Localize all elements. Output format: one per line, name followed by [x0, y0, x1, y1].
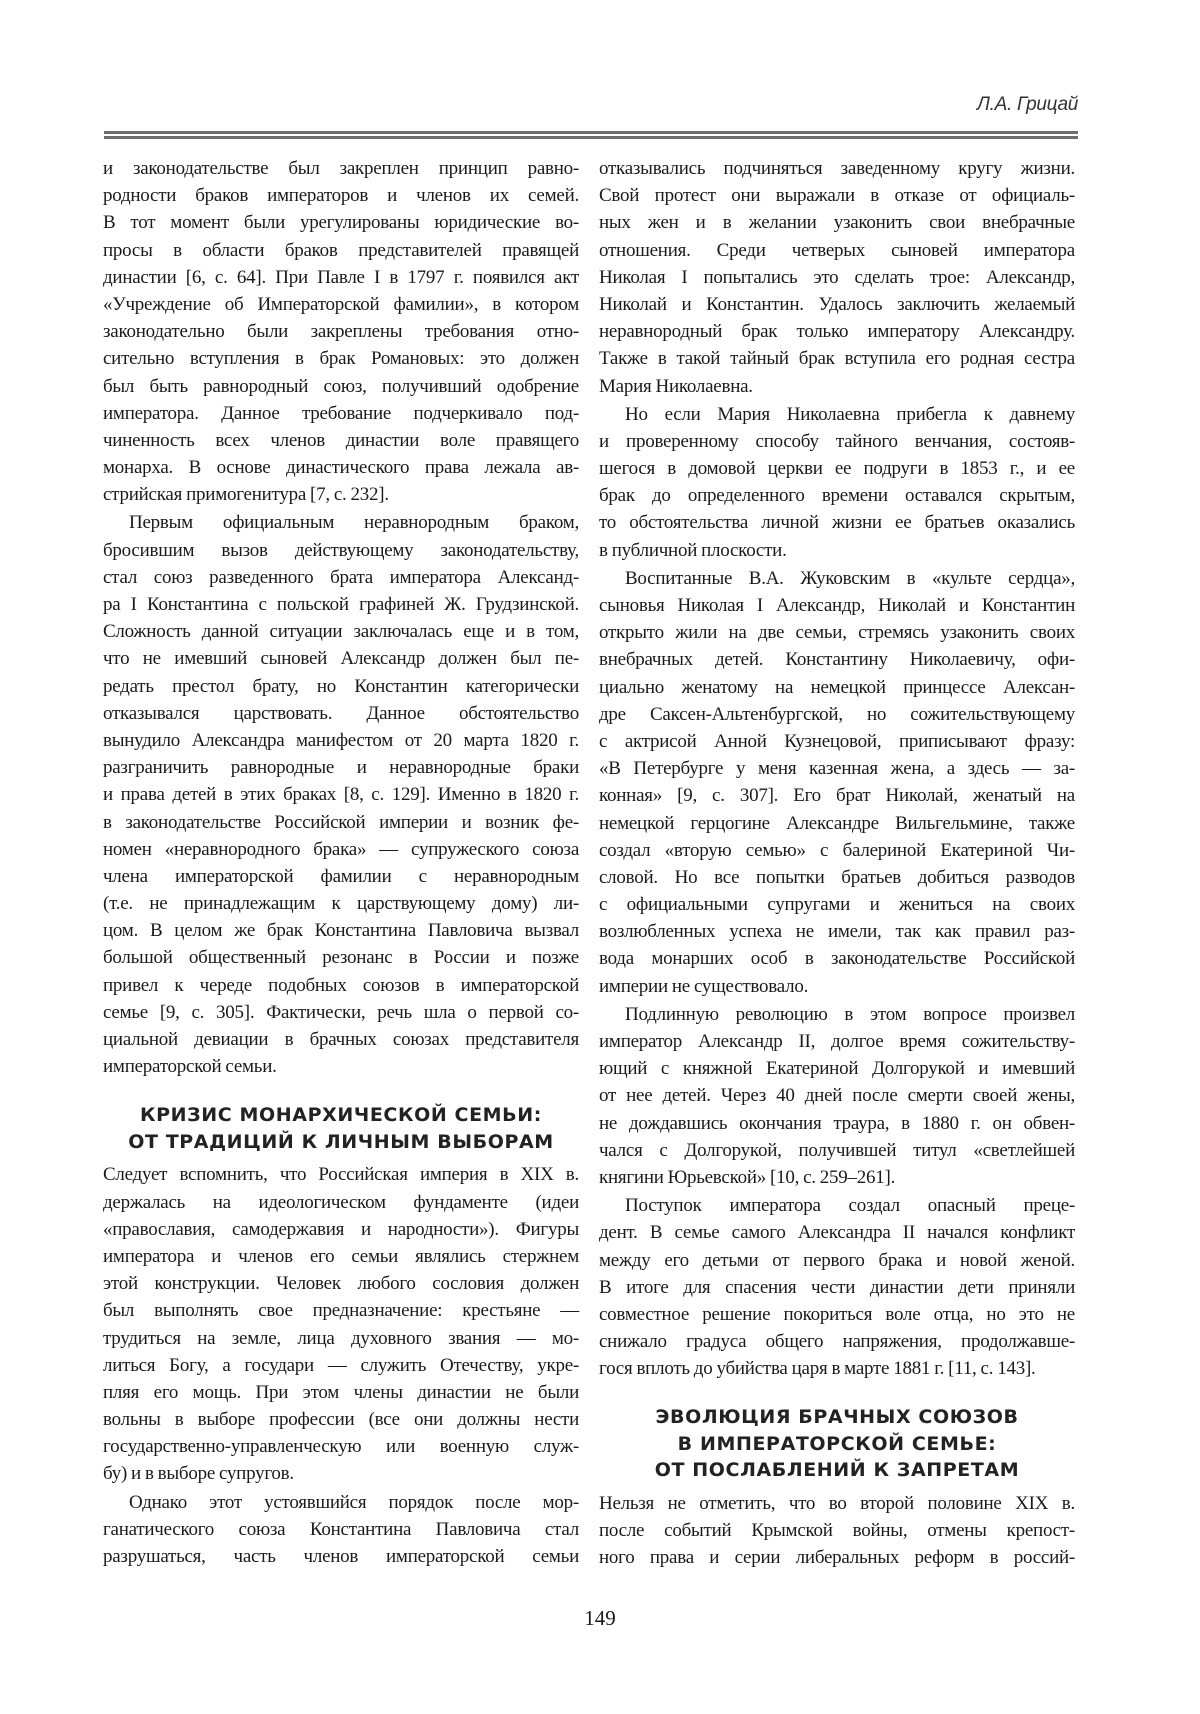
text-line: совместное решение покориться воле отца, но это не	[599, 1303, 1075, 1325]
text-line: император Александр II, долгое время сожительству-	[599, 1031, 1075, 1052]
text-line: сительно вступления в брак Романовых: это должен	[103, 348, 579, 370]
text-line: не дождавшись окончания траура, в 1880 г. он обвен-	[599, 1112, 1075, 1134]
text-line: этой конструкции. Человек любого сословия должен	[103, 1273, 579, 1295]
text-line: был выполнять свое предназначение: крестьяне —	[103, 1300, 579, 1322]
text-line: открыто жили на две семьи, стремясь узаконить своих	[599, 622, 1075, 644]
text-line: редать престол брату, но Константин категорически	[103, 675, 579, 697]
text-line: с актрисой Анной Кузнецовой, приписывают фразу:	[599, 730, 1075, 752]
header-rule	[104, 131, 1078, 134]
text-line: литься Богу, а государи — служить Отечеству, укре-	[103, 1354, 579, 1376]
text-line: в публичной плоскости.	[599, 539, 787, 561]
text-line: отношения. Среди четверых сыновей императора	[599, 239, 1075, 261]
text-line: от нее детей. Через 40 дней после смерти своей жены,	[599, 1085, 1075, 1107]
text-line: отказывался царствовать. Данное обстоятельство	[103, 702, 579, 724]
text-line: был быть равнородный союз, получивший одобрение	[103, 375, 579, 397]
paragraph	[103, 1489, 579, 1571]
text-line: создал «вторую семью» с балериной Екатериной Чи-	[599, 839, 1075, 861]
text-line: ных жен и в желании узаконить свои внебрачные	[599, 212, 1075, 234]
text-line: что не имевший сыновей Александр должен был пе-	[103, 648, 579, 670]
heading-line: ОТ ПОСЛАБЛЕНИЙ К ЗАПРЕТАМ	[654, 1459, 1020, 1482]
text-line: циальной девиации в брачных союзах представителя	[103, 1029, 579, 1050]
text-line: императора. Данное требование подчеркивало под-	[103, 402, 579, 424]
text-line: держалась на идеологическом фундаменте (идеи	[103, 1191, 579, 1213]
text-line: Следует вспомнить, что Российская империя в XIX в.	[103, 1164, 579, 1186]
text-line: с официальными супругами и жениться на своих	[599, 894, 1075, 916]
text-line: дре Саксен-Альтенбургской, но сожительствующему	[599, 703, 1075, 725]
text-line: императорской семьи.	[103, 1056, 277, 1078]
text-line: словой. Но все попытки братьев добиться разводов	[599, 866, 1075, 888]
text-line: Свой протест они выражали в отказе от официаль-	[599, 185, 1075, 207]
text-line: конная» [9, с. 307]. Его брат Николай, женатый на	[599, 785, 1075, 807]
text-line: (т.е. не принадлежащим к царствующему дому) ли-	[103, 893, 579, 915]
text-line: неравнородный брак только императору Александру.	[599, 321, 1075, 343]
text-line: Мария Николаевна.	[599, 375, 753, 397]
paragraph	[599, 401, 1075, 564]
text-line: ного права и серии либеральных реформ в россий-	[599, 1547, 1075, 1569]
text-line: возлюбленных успеха не имели, так как правил раз-	[599, 921, 1075, 943]
text-line: гося вплоть до убийства царя в марте 1881 г. [11, с. 143].	[599, 1358, 1036, 1380]
header-rule	[104, 136, 1078, 139]
text-line: и законодательстве был закреплен принцип равно-	[103, 158, 579, 179]
paragraph	[103, 155, 579, 508]
text-line: между его детьми от первого брака и новой женой.	[599, 1249, 1075, 1271]
text-line: вынудило Александра манифестом от 20 марта 1820 г.	[103, 729, 579, 751]
text-line: В итоге для спасения чести династии дети приняли	[599, 1276, 1075, 1298]
page-number: 149	[584, 1606, 616, 1630]
text-line: законодательно были закреплены требования отно-	[103, 321, 579, 343]
heading-line: ЭВОЛЮЦИЯ БРАЧНЫХ СОЮЗОВ	[655, 1406, 1019, 1429]
text-line: чиненность всех членов династии воле правящего	[103, 429, 579, 451]
text-line: дент. В семье самого Александра II начался конфликт	[599, 1222, 1075, 1244]
text-line: снижало градуса общего напряжения, продолжавше-	[599, 1331, 1075, 1353]
paragraph	[599, 1001, 1075, 1191]
text-line: Подлинную революцию в этом вопросе произвел	[625, 1003, 1075, 1025]
text-line: государственно-управленческую или военную служ-	[103, 1436, 579, 1458]
paragraph	[599, 565, 1075, 1000]
text-line: и проверенному способу тайного венчания, состояв-	[599, 430, 1075, 452]
text-line: в законодательстве Российской империи и возник фе-	[103, 811, 579, 833]
text-line: немецкой герцогине Александре Вильгельмине, также	[599, 812, 1075, 834]
text-line: разграничить равнородные и неравнородные браки	[103, 757, 579, 779]
text-line: императора и членов его семьи являлись стержнем	[103, 1245, 579, 1267]
text-line: члена императорской фамилии с неравнородным	[103, 865, 579, 887]
text-column-left	[103, 155, 579, 1571]
text-line: брак до определенного времени оставался скрытым,	[599, 485, 1075, 507]
text-line: бросившим вызов действующему законодательству,	[103, 539, 579, 561]
text-line: внебрачных детей. Константину Николаевичу, офи-	[599, 649, 1075, 671]
text-line: «Учреждение об Императорской фамилии», в котором	[103, 293, 579, 315]
text-line: бу) и в выборе супругов.	[103, 1463, 294, 1485]
heading-line: В ИМПЕРАТОРСКОЙ СЕМЬЕ:	[677, 1432, 997, 1455]
paragraph	[103, 1161, 579, 1487]
text-line: «В Петербурге у меня казенная жена, а здесь — за-	[599, 758, 1075, 780]
text-line: семье [9, с. 305]. Фактически, речь шла о первой со-	[103, 1001, 579, 1023]
text-line: трудиться на земле, лица духовного звания — мо-	[103, 1327, 579, 1349]
paragraph	[599, 1490, 1075, 1572]
text-line: Нельзя не отметить, что во второй половине XIX в.	[599, 1492, 1075, 1514]
text-line: после событий Крымской войны, отмены крепост-	[599, 1520, 1075, 1542]
text-line: ющий с княжной Екатериной Долгорукой и имевший	[599, 1058, 1075, 1080]
text-line: привел к череде подобных союзов в императорской	[103, 974, 579, 996]
paragraph	[599, 155, 1075, 400]
paragraph	[599, 1192, 1075, 1382]
heading-line: ОТ ТРАДИЦИЙ К ЛИЧНЫМ ВЫБОРАМ	[128, 1130, 554, 1153]
text-line: вода монарших особ в законодательстве Российской	[599, 948, 1075, 970]
text-line: родности браков императоров и членов их семей.	[103, 185, 579, 207]
text-line: Но если Мария Николаевна прибегла к давнему	[625, 403, 1075, 425]
text-line: Первым официальным неравнородным браком,	[129, 512, 579, 534]
text-line: Сложность данной ситуации заключалась еще и в том,	[103, 621, 579, 643]
text-line: ганатического союза Константина Павловича стал	[103, 1518, 579, 1540]
text-line: то обстоятельства личной жизни ее братьев оказались	[599, 512, 1075, 534]
text-line: ра I Константина с польской графиней Ж. Грудзинской.	[103, 594, 579, 615]
text-line: циально женатому на немецкой принцессе Алексан-	[599, 676, 1075, 698]
text-line: отказывались подчиняться заведенному кругу жизни.	[599, 158, 1075, 179]
text-column-right	[599, 155, 1075, 1573]
heading-line: КРИЗИС МОНАРХИЧЕСКОЙ СЕМЬИ:	[140, 1104, 542, 1127]
text-line: Однако этот устоявшийся порядок после мор-	[129, 1491, 579, 1513]
text-line: стрийская примогенитура [7, с. 232].	[103, 484, 389, 506]
text-line: большой общественный резонанс в России и позже	[103, 947, 579, 969]
text-line: империи не существовало.	[599, 975, 809, 997]
text-line: просы в области браков представителей правящей	[103, 239, 579, 261]
text-line: и права детей в этих браках [8, с. 129]. Именно в 1820 г.	[103, 784, 579, 806]
text-line: пляя его мощь. При этом члены династии не были	[103, 1381, 579, 1403]
text-line: Поступок императора создал опасный преце-	[625, 1195, 1075, 1217]
running-head-author: Л.А. Грицай	[976, 94, 1078, 115]
text-line: разрушаться, часть членов императорской семьи	[103, 1546, 579, 1567]
text-line: чался с Долгорукой, получившей титул «светлейшей	[599, 1139, 1075, 1161]
text-line: Также в такой тайный брак вступила его родная сестра	[599, 348, 1075, 370]
text-line: вольны в выборе профессии (все они должны нести	[103, 1409, 579, 1431]
text-line: В тот момент были урегулированы юридические во-	[103, 212, 579, 234]
text-line: стал союз разведенного брата императора Александ-	[103, 566, 579, 588]
text-line: княгини Юрьевской» [10, с. 259–261].	[599, 1166, 896, 1188]
text-line: «православия, самодержавия и народности»). Фигуры	[103, 1218, 579, 1240]
section-heading	[103, 1102, 579, 1155]
text-line: Николая I попытались это сделать трое: Александр,	[599, 266, 1075, 288]
text-line: Воспитанные В.А. Жуковским в «культе сердца»,	[625, 567, 1075, 589]
text-line: династии [6, с. 64]. При Павле I в 1797 г. появился акт	[103, 266, 579, 288]
text-line: шегося в домовой церкви ее подруги в 1853 г., и ее	[599, 458, 1075, 480]
text-line: Николай и Константин. Удалось заключить желаемый	[599, 293, 1075, 315]
text-line: номен «неравнородного брака» — супружеского союза	[103, 838, 579, 860]
text-line: цом. В целом же брак Константина Павловича вызвал	[103, 920, 579, 942]
text-line: монарха. В основе династического права лежала ав-	[103, 457, 579, 479]
section-heading	[599, 1404, 1075, 1484]
text-line: сыновья Николая I Александр, Николай и Константин	[599, 595, 1075, 616]
paragraph	[103, 509, 579, 1080]
